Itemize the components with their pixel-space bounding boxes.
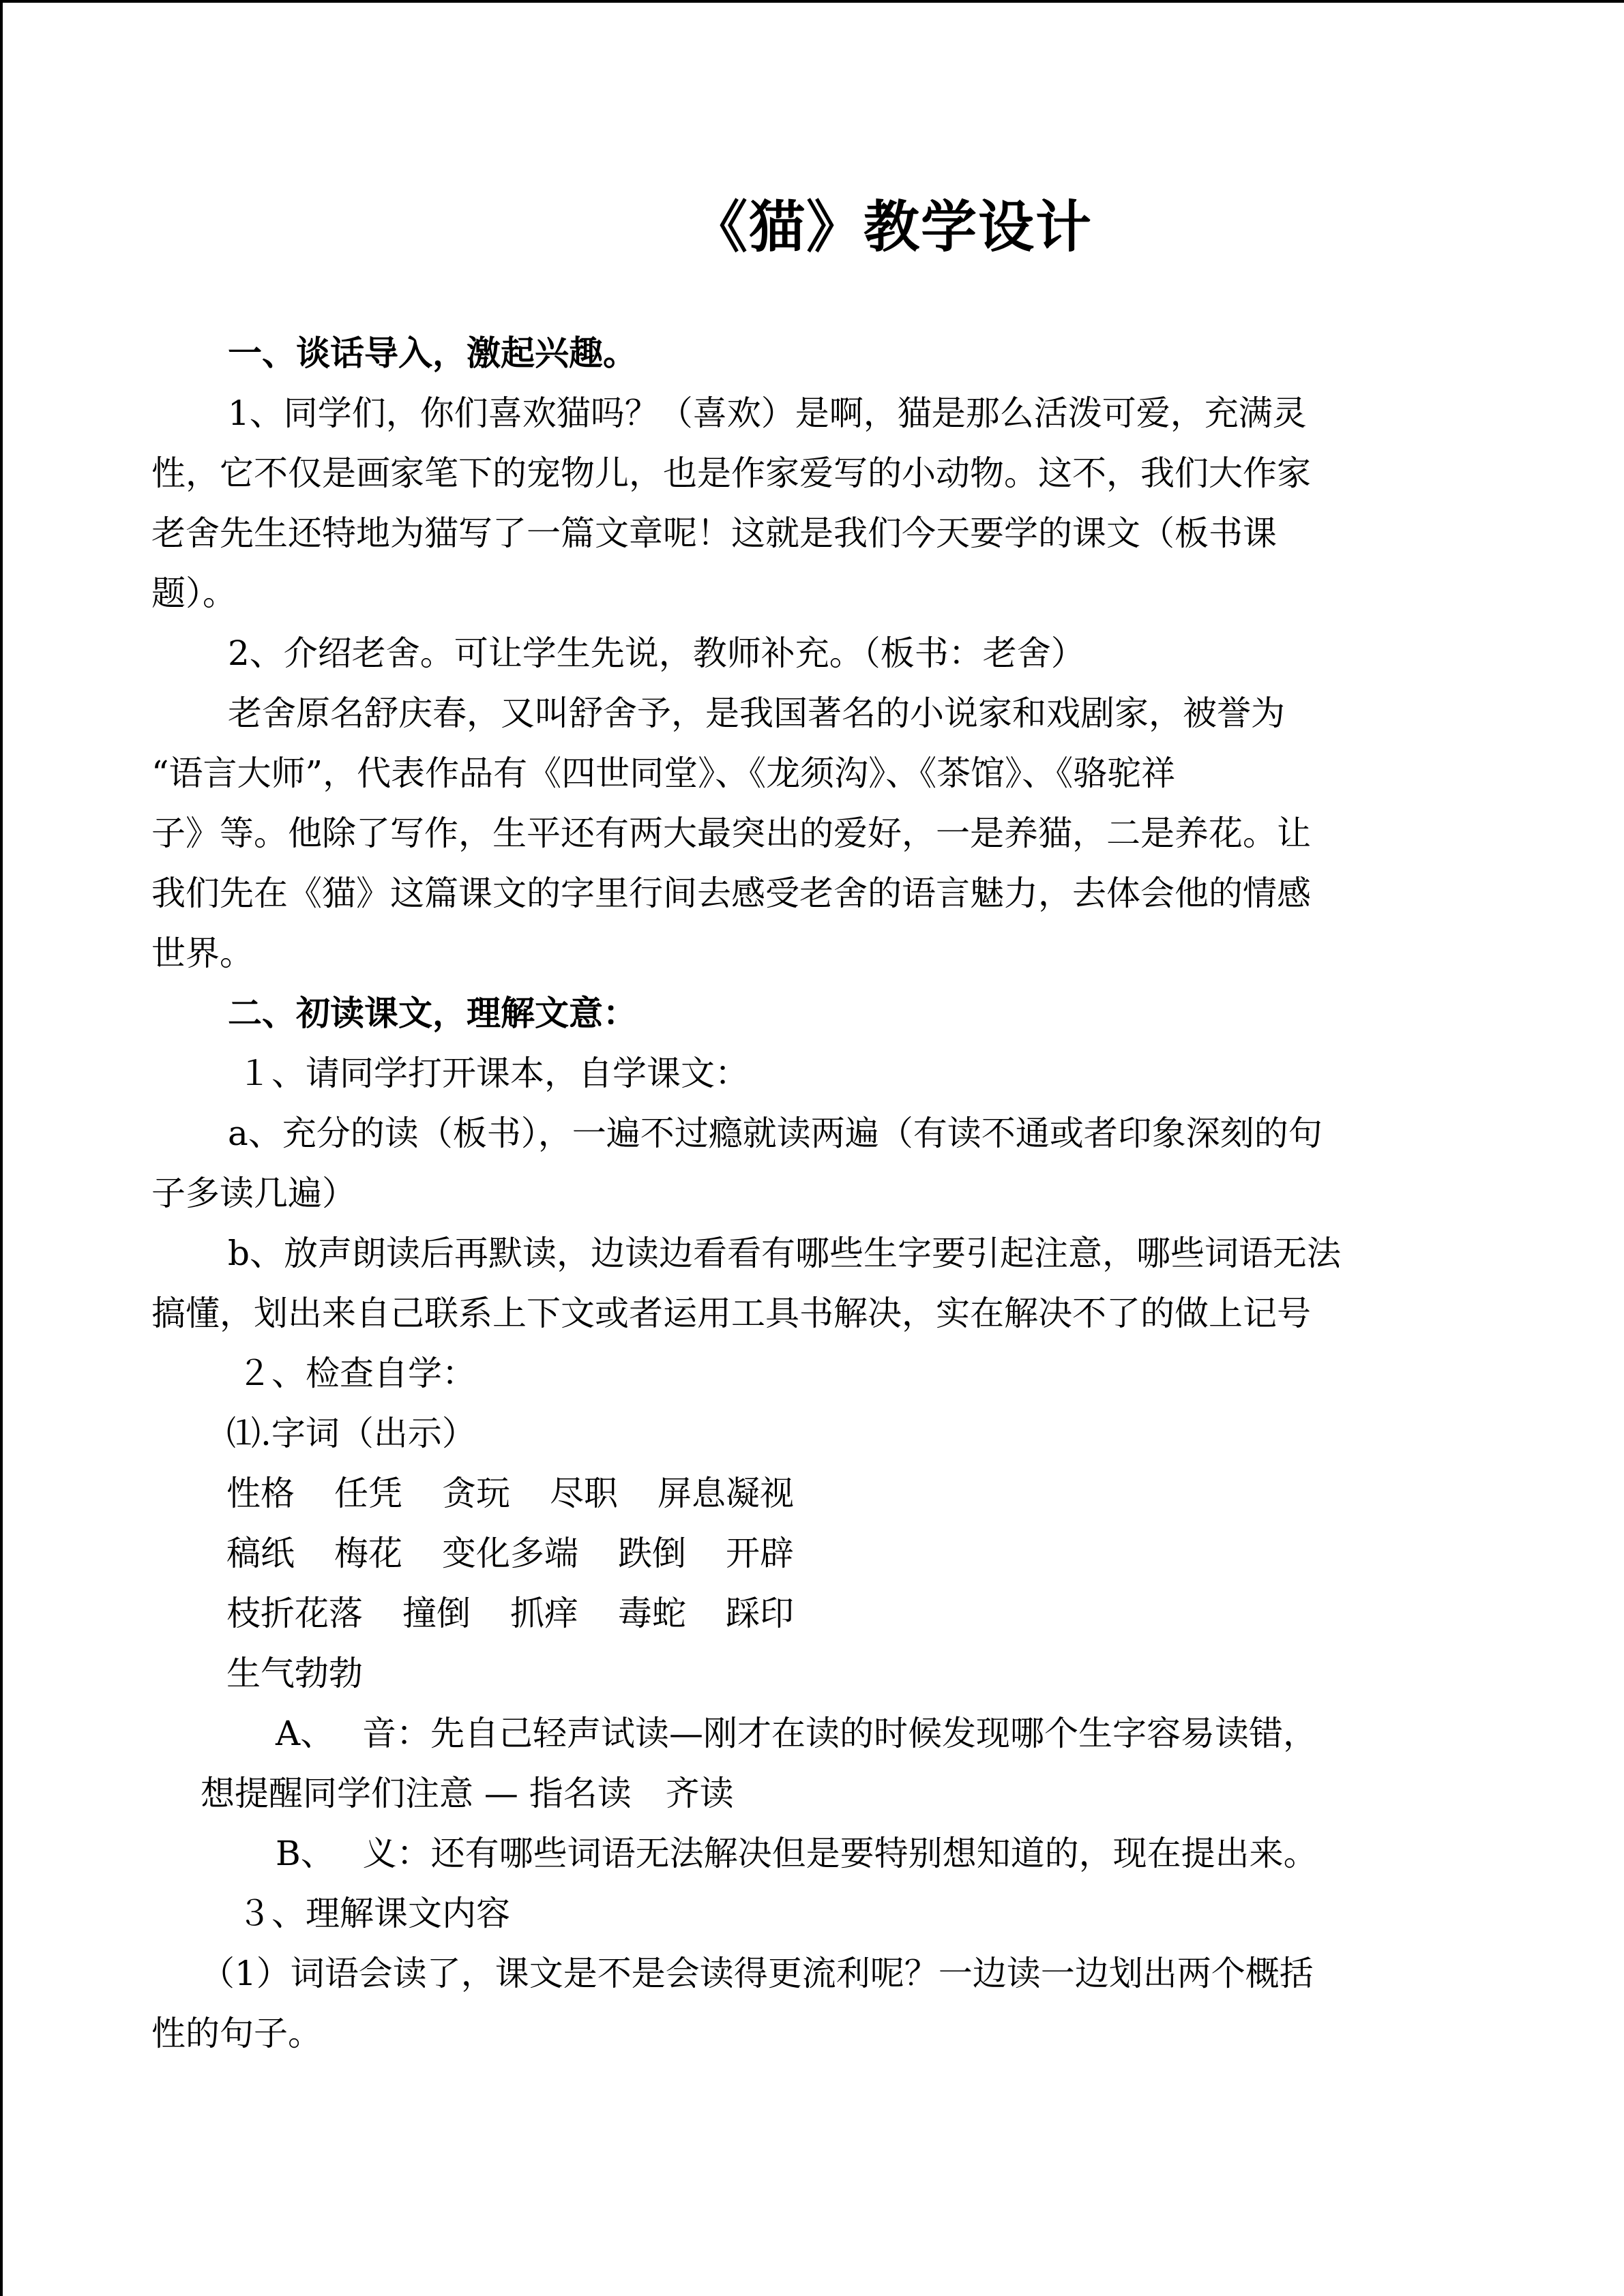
word-row	[151, 1643, 1475, 1703]
word: 梅花	[334, 1534, 402, 1573]
word: 开辟	[726, 1534, 794, 1573]
paragraph-line: 我们先在《猫》这篇课文的字里行间去感受老舍的语言魅力，去体会他的情感	[151, 874, 1311, 913]
paragraph-line: ⑴.字词（出示）	[226, 1414, 476, 1453]
word: 变化多端	[442, 1534, 578, 1573]
word: 任凭	[334, 1474, 402, 1513]
paragraph-line: B、 义：还有哪些词语无法解决但是要特别想知道的，现在提出来。	[276, 1834, 1318, 1873]
document-title: 《猫》教学设计	[692, 195, 1093, 260]
paragraph-line: 题）。	[151, 573, 237, 613]
word: 枝折花落	[226, 1594, 363, 1633]
section-heading-1: 一、谈话导入，激起兴趣。	[228, 333, 637, 373]
word: 尽职	[550, 1474, 618, 1513]
word-row	[151, 1523, 1475, 1583]
word-row	[151, 1583, 1475, 1643]
word: 生气勃勃	[226, 1654, 363, 1693]
section-heading-2: 二、初读课文，理解文意：	[228, 994, 637, 1033]
paragraph-line: 搞懂，划出来自己联系上下文或者运用工具书解决，实在解决不了的做上记号	[151, 1294, 1311, 1333]
word: 稿纸	[226, 1534, 295, 1573]
paragraph-line: 世界。	[151, 934, 254, 973]
paragraph-line: 想提醒同学们注意 — 指名读 齐读	[201, 1774, 734, 1813]
paragraph-line: ３、理解课文内容	[237, 1894, 510, 1933]
word: 贪玩	[442, 1474, 510, 1513]
document-body	[151, 323, 1475, 2063]
paragraph-line: 子》等。他除了写作，生平还有两大最突出的爱好，一是养猫，二是养花。让	[151, 814, 1311, 853]
paragraph-line: 性的句子。	[151, 2014, 322, 2053]
word-row	[151, 1463, 1475, 1523]
word: 跌倒	[618, 1534, 686, 1573]
word: 踩印	[726, 1594, 794, 1633]
paragraph-line: 性，它不仅是画家笔下的宠物儿，也是作家爱写的小动物。这不，我们大作家	[151, 453, 1311, 493]
paragraph-line: 2、介绍老舍。可让学生先说，教师补充。（板书：老舍）	[228, 633, 1085, 673]
paragraph-line: 1、同学们，你们喜欢猫吗？（喜欢）是啊，猫是那么活泼可爱，充满灵	[228, 393, 1307, 433]
paragraph-line: A、 音：先自己轻声试读—刚才在读的时候发现哪个生字容易读错，	[276, 1714, 1318, 1753]
paragraph-line: 老舍先生还特地为猫写了一篇文章呢！这就是我们今天要学的课文（板书课	[151, 513, 1277, 553]
paragraph-line: “语言大师”，代表作品有《四世同堂》、《龙须沟》、《茶馆》、《骆驼祥	[151, 754, 1176, 793]
word: 撞倒	[402, 1594, 471, 1633]
paragraph-line: ２、检查自学：	[237, 1354, 476, 1393]
paragraph-line: １、请同学打开课本，自学课文：	[237, 1054, 749, 1093]
paragraph-line: 子多读几遍）	[151, 1174, 356, 1213]
paragraph-line: a、充分的读（板书），一遍不过瘾就读两遍（有读不通或者印象深刻的句	[228, 1114, 1323, 1153]
paragraph-line: b、放声朗读后再默读，边读边看看有哪些生字要引起注意，哪些词语无法	[228, 1234, 1342, 1273]
word: 屏息凝视	[658, 1474, 794, 1513]
word: 抓痒	[510, 1594, 578, 1633]
word: 毒蛇	[618, 1594, 686, 1633]
paragraph-line: 老舍原名舒庆春，又叫舒舍予，是我国著名的小说家和戏剧家，被誉为	[228, 694, 1285, 733]
word: 性格	[226, 1474, 295, 1513]
paragraph-line: （1）词语会读了，课文是不是会读得更流利呢？一边读一边划出两个概括	[201, 1954, 1314, 1993]
